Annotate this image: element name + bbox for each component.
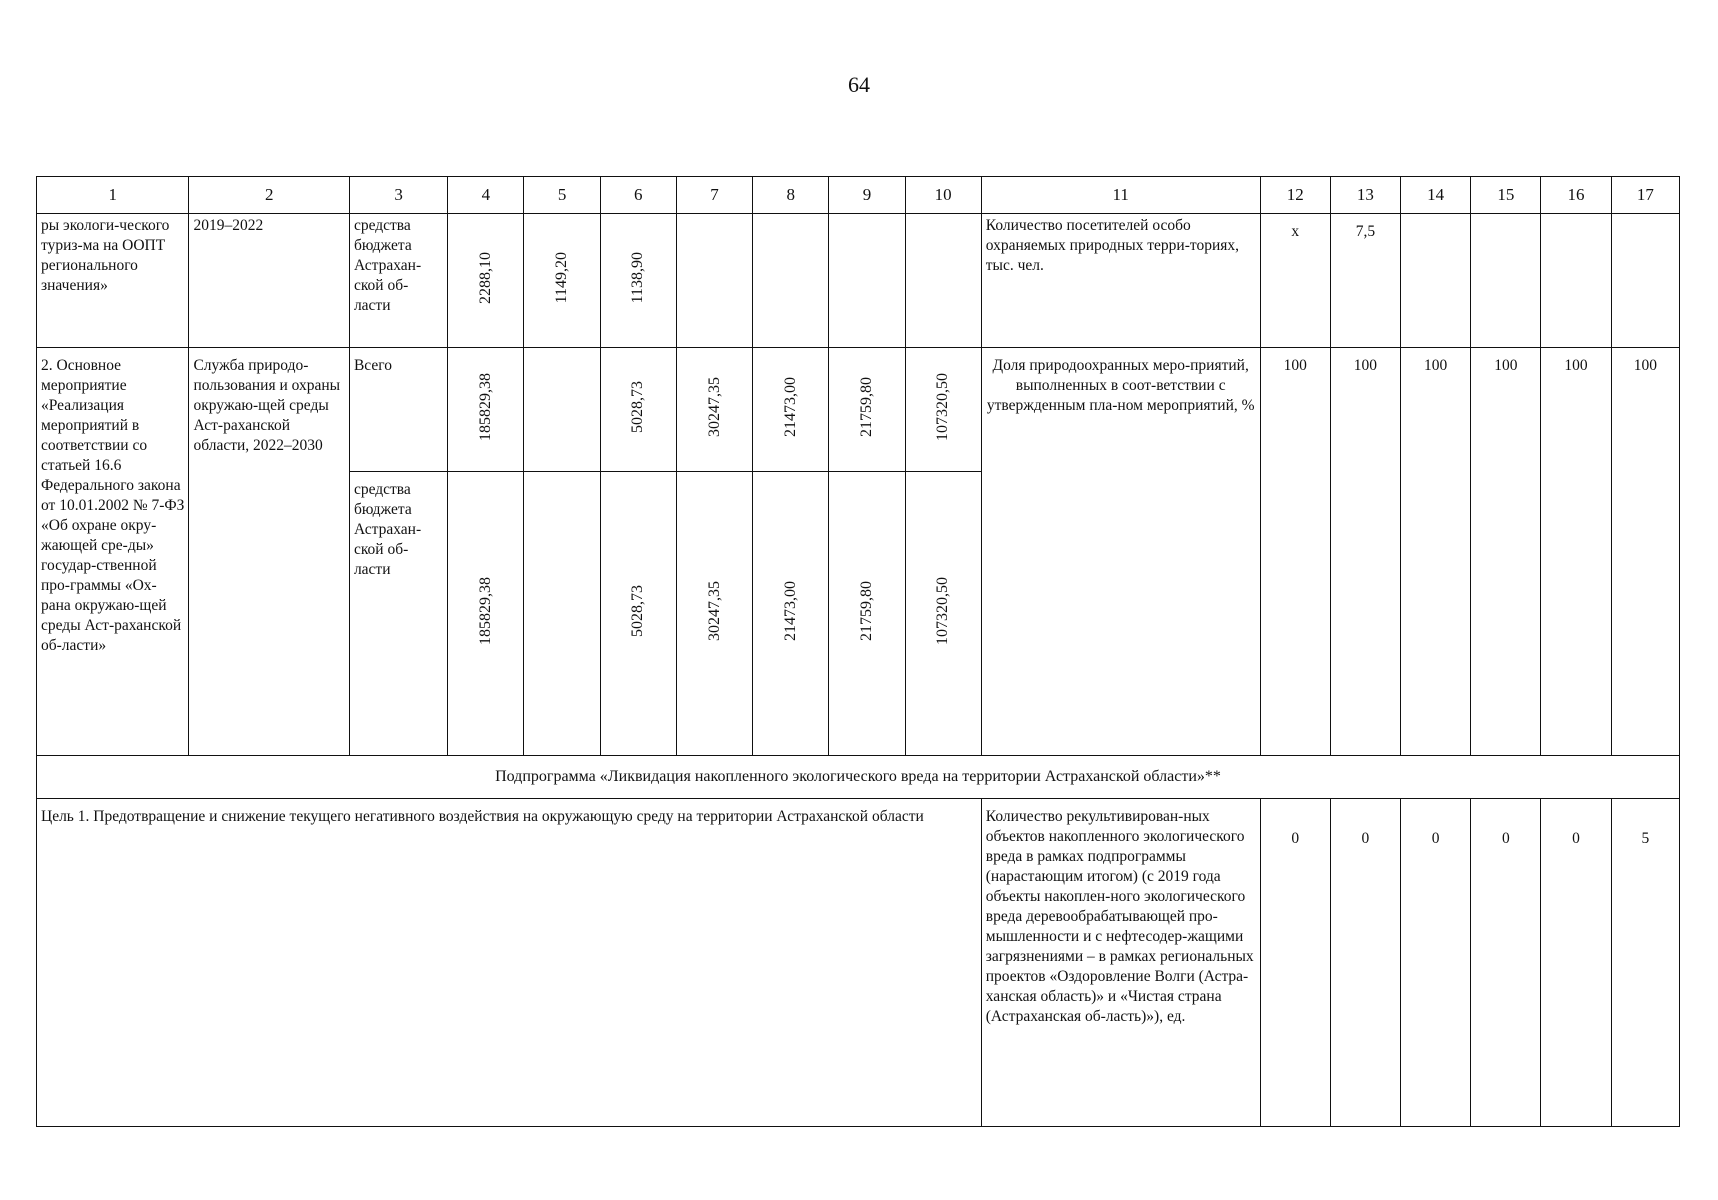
amount-cell (829, 472, 905, 756)
amount-year: 107320,50 (934, 372, 952, 441)
indicator-value: х (1260, 214, 1330, 348)
amount-cell (905, 348, 981, 472)
column-header: 11 (981, 177, 1260, 214)
amount-year: 30247,35 (705, 376, 723, 437)
amount-year: 5028,73 (629, 380, 647, 433)
amount-cell (600, 472, 676, 756)
indicator-value (1611, 214, 1679, 348)
amount-cell (600, 214, 676, 348)
funding-source-cell: средства бюджета Астрахан-ской об-ласти (349, 214, 447, 348)
amount-year: 21473,00 (781, 580, 799, 641)
column-header: 10 (905, 177, 981, 214)
amount-year: 1138,90 (629, 251, 647, 304)
amount-cell (676, 214, 752, 348)
column-header: 14 (1401, 177, 1471, 214)
indicator-value: 0 (1401, 799, 1471, 1127)
amount-year: 1149,20 (553, 251, 571, 304)
column-header: 4 (448, 177, 524, 214)
amount-cell (448, 348, 524, 472)
subprogram-title: Подпрограмма «Ликвидация накопленного экологического вреда на территории Астраханской области»** (37, 756, 1680, 799)
indicator-value: 100 (1611, 348, 1679, 756)
table-row-ecotourism (37, 214, 1680, 348)
page-number: 64 (848, 72, 870, 97)
funding-source-cell: средства бюджета Астрахан-ской об-ласти (349, 472, 447, 756)
period-cell: 2019–2022 (189, 214, 349, 348)
indicator-cell: Доля природоохранных меро-приятий, выполненных в соот-ветствии с утвержденным пла-ном мероприятий, % (981, 348, 1260, 756)
indicator-value: 0 (1330, 799, 1400, 1127)
column-header: 12 (1260, 177, 1330, 214)
column-header: 2 (189, 177, 349, 214)
amount-cell (829, 214, 905, 348)
column-header: 15 (1471, 177, 1541, 214)
amount-cell (753, 348, 829, 472)
column-header: 3 (349, 177, 447, 214)
amount-year: 5028,73 (629, 584, 647, 637)
responsible-cell: Служба природо-пользования и охраны окружаю-щей среды Аст-раханской области, 2022–2030 (189, 348, 349, 756)
amount-cell (524, 348, 600, 472)
indicator-cell: Количество посетителей особо охраняемых природных терри-ториях, тыс. чел. (981, 214, 1260, 348)
amount-cell (524, 472, 600, 756)
indicator-value: 0 (1471, 799, 1541, 1127)
amount-total: 2288,10 (476, 251, 494, 304)
amount-year: 21473,00 (781, 376, 799, 437)
amount-cell (448, 472, 524, 756)
amount-year: 21759,80 (857, 376, 875, 437)
amount-year: 107320,50 (934, 576, 952, 645)
table-row-goal (37, 799, 1680, 1127)
column-header: 7 (676, 177, 752, 214)
column-header: 6 (600, 177, 676, 214)
goal-cell: Цель 1. Предотвращение и снижение текущего негативного воздействия на окружающую среду на территории Астраханской области (37, 799, 982, 1127)
column-header: 9 (829, 177, 905, 214)
column-header: 1 (37, 177, 189, 214)
amount-cell (753, 214, 829, 348)
indicator-cell: Количество рекультивирован-ных объектов накопленного экологического вреда в рамках подпрограммы (нарастающим итогом) (с 2019 года объекты накоплен-ного экологического вреда деревообрабатывающей про-мышленности и с нефтесодер-жащими загрязнениями – в рамках региональных проектов «Оздоровление Волги (Астра-ханская область)» и «Чистая страна (Астраханская об-ласть)»), ед. (981, 799, 1260, 1127)
indicator-value: 0 (1541, 799, 1611, 1127)
amount-cell (905, 214, 981, 348)
indicator-value: 100 (1401, 348, 1471, 756)
column-header: 17 (1611, 177, 1679, 214)
column-header: 5 (524, 177, 600, 214)
indicator-value: 100 (1471, 348, 1541, 756)
measure-name-cell: 2. Основное мероприятие «Реализация мероприятий в соответствии со статьей 16.6 Федерального закона от 10.01.2002 № 7-ФЗ «Об охране окру-жающей сре-ды» государ-ственной про-граммы «Ох-рана окружаю-щей среды Аст-раханской об-ласти» (37, 348, 189, 756)
amount-cell (676, 348, 752, 472)
table-row-main-measure-total (37, 348, 1680, 472)
indicator-value: 100 (1330, 348, 1400, 756)
funding-source-cell: Всего (349, 348, 447, 472)
amount-year: 21759,80 (857, 580, 875, 641)
amount-cell (600, 348, 676, 472)
amount-cell (905, 472, 981, 756)
indicator-value (1541, 214, 1611, 348)
amount-cell (676, 472, 752, 756)
program-table (36, 176, 1680, 1127)
amount-total: 185829,38 (476, 372, 494, 441)
indicator-value (1401, 214, 1471, 348)
subprogram-row (37, 756, 1680, 799)
amount-cell (524, 214, 600, 348)
indicator-value (1471, 214, 1541, 348)
measure-name-cell: ры экологи-ческого туриз-ма на ООПТ регионального значения» (37, 214, 189, 348)
amount-cell (753, 472, 829, 756)
column-header: 16 (1541, 177, 1611, 214)
header-row (37, 177, 1680, 214)
column-header: 8 (753, 177, 829, 214)
indicator-value: 100 (1260, 348, 1330, 756)
column-header: 13 (1330, 177, 1400, 214)
indicator-value: 100 (1541, 348, 1611, 756)
indicator-value: 7,5 (1330, 214, 1400, 348)
amount-total: 185829,38 (476, 576, 494, 645)
amount-cell (829, 348, 905, 472)
amount-year: 30247,35 (705, 580, 723, 641)
amount-cell (448, 214, 524, 348)
indicator-value: 5 (1611, 799, 1679, 1127)
indicator-value: 0 (1260, 799, 1330, 1127)
